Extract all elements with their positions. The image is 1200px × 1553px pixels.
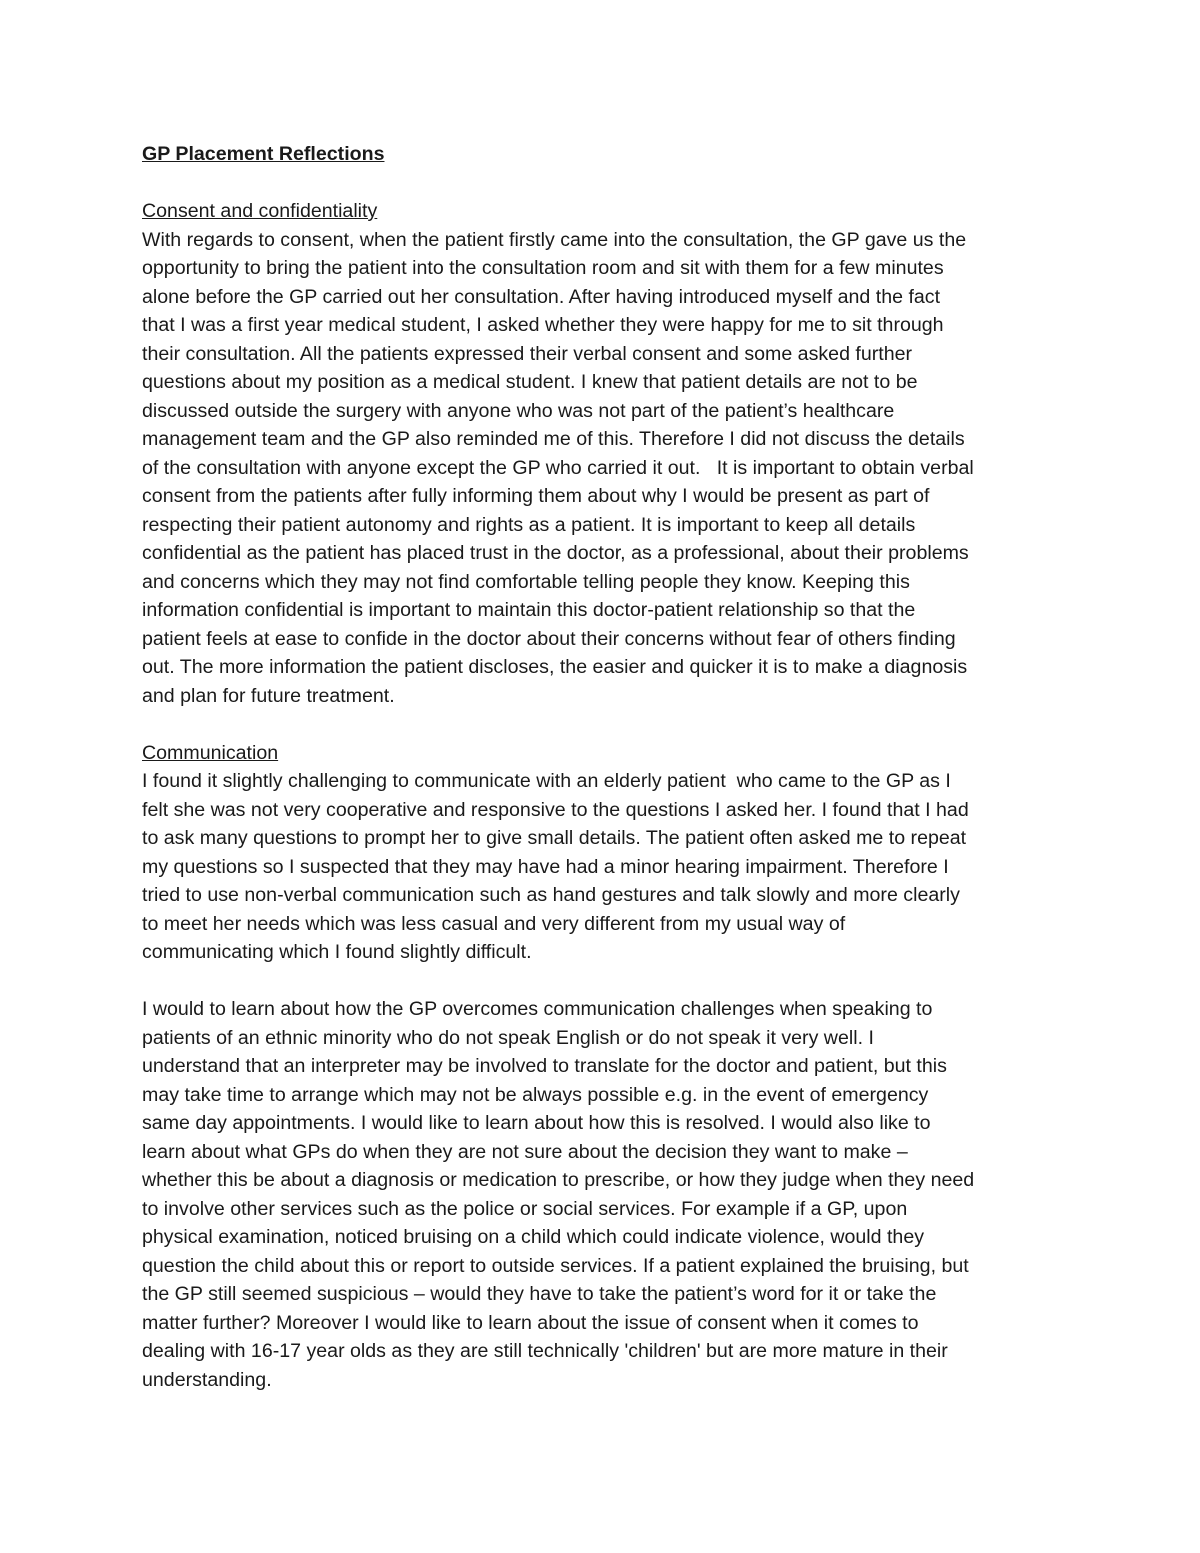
text-line: their consultation. All the patients expressed their verbal consent and some asked further [142,342,913,365]
text-line: to involve other services such as the police or social services. For example if a GP, upon [142,1197,908,1220]
text-line: my questions so I suspected that they may have had a minor hearing impairment. Therefore I [142,855,949,878]
text-line: understand that an interpreter may be involved to translate for the doctor and patient, but this [142,1055,947,1077]
text-line: opportunity to bring the patient into the consultation room and sit with them for a few minutes [142,257,944,279]
text-line: whether this be about a diagnosis or medication to prescribe, or how they judge when they need [142,1169,975,1191]
text-line: learn about what GPs do when they are not sure about the decision they want to make – [142,1140,908,1163]
paragraph [142,995,1072,1394]
text-line: consent from the patients after fully informing them about why I would be present as part of [142,485,930,507]
blank-line [142,169,1072,198]
text-line: patients of an ethnic minority who do not speak English or do not speak it very well. I [142,1026,874,1049]
blank-line [142,710,1072,739]
text-line: question the child about this or report to outside services. If a patient explained the bruising, but [142,1254,969,1277]
text-line: out. The more information the patient discloses, the easier and quicker it is to make a diagnosis [142,656,968,678]
text-line: I would to learn about how the GP overcomes communication challenges when speaking to [142,998,933,1020]
text-line: tried to use non-verbal communication such as hand gestures and talk slowly and more clearly [142,884,960,906]
text-line: information confidential is important to maintain this doctor-patient relationship so that the [142,599,916,621]
text-line: same day appointments. I would like to learn about how this is resolved. I would also like to [142,1112,931,1134]
text-line: patient feels at ease to confide in the doctor about their concerns without fear of others finding [142,627,956,650]
paragraph [142,226,1072,711]
text-line: of the consultation with anyone except the GP who carried it out. It is important to obtain verbal [142,456,974,479]
text-line: to meet her needs which was less casual and very different from my usual way of [142,912,846,935]
document-sections [142,197,1072,1394]
blank-line [142,967,1072,996]
section-heading: Communication [142,741,279,764]
text-line: matter further? Moreover I would like to learn about the issue of consent when it comes to [142,1311,919,1334]
text-line: With regards to consent, when the patient firstly came into the consultation, the GP gave us the [142,228,967,251]
text-line: confidential as the patient has placed trust in the doctor, as a professional, about their problems [142,542,969,564]
text-line: felt she was not very cooperative and responsive to the questions I asked her. I found that I had [142,798,969,821]
text-line: questions about my position as a medical student. I knew that patient details are not to be [142,371,918,393]
document-body [142,140,1072,1394]
text-line: I found it slightly challenging to communicate with an elderly patient who came to the GP as I [142,770,951,792]
text-line: alone before the GP carried out her consultation. After having introduced myself and the fact [142,285,941,308]
text-line: and plan for future treatment. [142,684,395,707]
text-line: discussed outside the surgery with anyone who was not part of the patient’s healthcare [142,399,895,422]
text-line: management team and the GP also reminded me of this. Therefore I did not discuss the details [142,428,965,450]
text-line: the GP still seemed suspicious – would they have to take the patient’s word for it or take the [142,1283,937,1305]
text-line: dealing with 16-17 year olds as they are still technically 'children' but are more mature in their [142,1340,948,1362]
section-heading: Consent and confidentiality [142,200,378,222]
document-title: GP Placement Reflections [142,143,385,165]
text-line: to ask many questions to prompt her to give small details. The patient often asked me to repeat [142,827,967,849]
paragraph [142,767,1072,967]
text-line: communicating which I found slightly difficult. [142,941,532,963]
text-line: that I was a first year medical student, I asked whether they were happy for me to sit through [142,314,944,336]
text-line: physical examination, noticed bruising on a child which could indicate violence, would they [142,1226,925,1248]
text-line: understanding. [142,1368,272,1391]
text-line: respecting their patient autonomy and rights as a patient. It is important to keep all details [142,513,916,536]
text-line: and concerns which they may not find comfortable telling people they know. Keeping this [142,570,910,593]
text-line: may take time to arrange which may not be always possible e.g. in the event of emergency [142,1083,929,1106]
